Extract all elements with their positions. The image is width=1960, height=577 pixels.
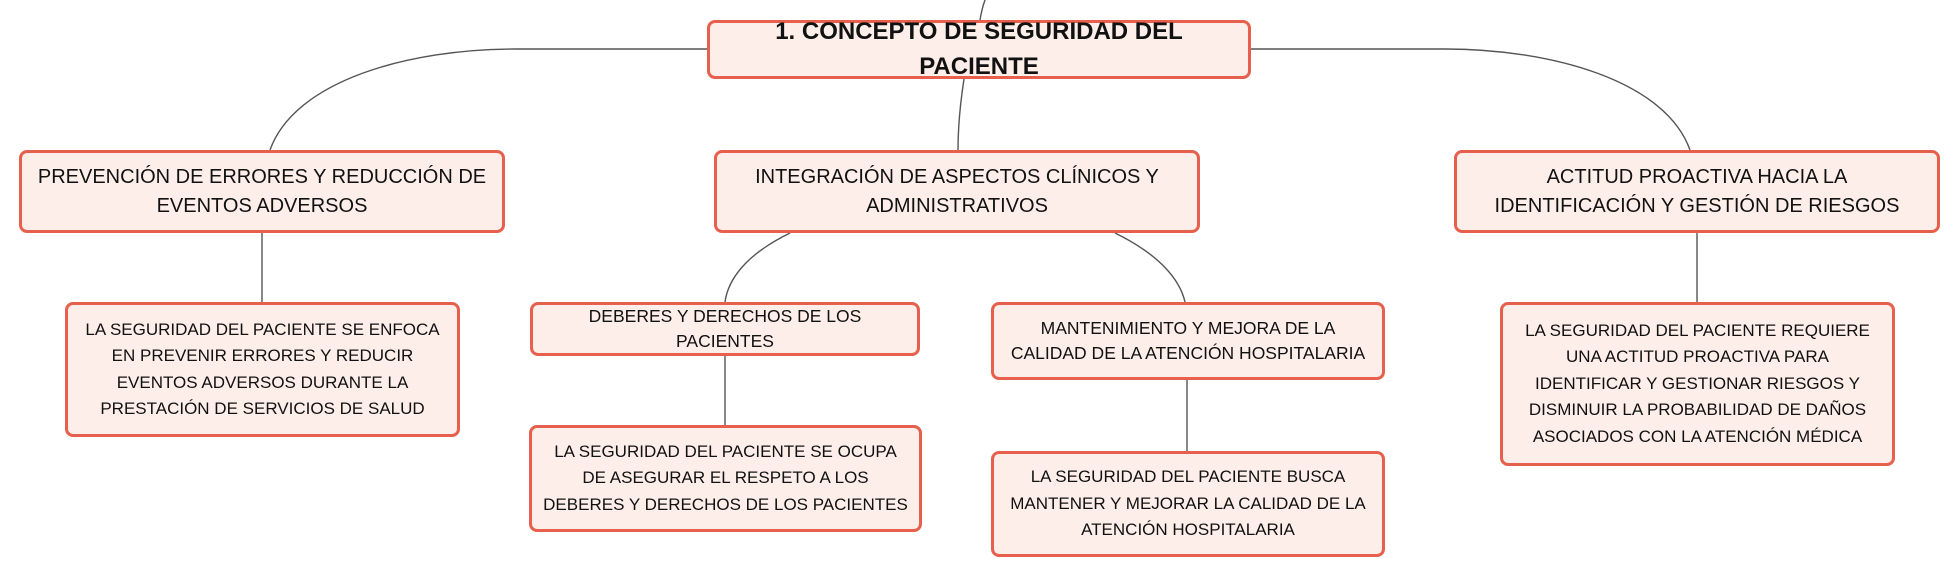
connector-root-branch-3 bbox=[1251, 49, 1690, 150]
branch-node-prevencion[interactable] bbox=[19, 150, 505, 233]
sub-node-label: MANTENIMIENTO Y MEJORA DE LA CALIDAD DE LA ATENCIÓN HOSPITALARIA bbox=[1010, 317, 1366, 363]
leaf-node-actitud[interactable] bbox=[1500, 302, 1895, 466]
branch-node-label: PREVENCIÓN DE ERRORES Y REDUCCIÓN DE EVENTOS ADVERSOS bbox=[37, 165, 487, 217]
connector-branch-2-sub-2 bbox=[1115, 233, 1185, 302]
sub-node-mantenimiento[interactable] bbox=[991, 302, 1385, 380]
detail-node-text: LA SEGURIDAD DEL PACIENTE BUSCA MANTENER Y MEJORAR LA CALIDAD DE LA ATENCIÓN HOSPITALARIA bbox=[1010, 467, 1366, 540]
branch-node-actitud[interactable] bbox=[1454, 150, 1940, 233]
detail-node-deberes[interactable] bbox=[529, 425, 922, 532]
detail-node-mantenimiento[interactable] bbox=[991, 451, 1385, 557]
root-node-label: 1. CONCEPTO DE SEGURIDAD DEL PACIENTE bbox=[775, 17, 1183, 80]
detail-node-text: LA SEGURIDAD DEL PACIENTE SE OCUPA DE ASEGURAR EL RESPETO A LOS DEBERES Y DERECHOS DE LOS PACIENTES bbox=[543, 441, 908, 514]
branch-node-integracion[interactable] bbox=[714, 150, 1200, 233]
connector-root-branch-1 bbox=[270, 49, 707, 150]
leaf-node-prevencion[interactable] bbox=[65, 302, 460, 437]
leaf-node-text: LA SEGURIDAD DEL PACIENTE SE ENFOCA EN PREVENIR ERRORES Y REDUCIR EVENTOS ADVERSOS DURANTE LA PRESTACIÓN DE SERVICIOS DE SALUD bbox=[85, 319, 440, 418]
leaf-node-text: LA SEGURIDAD DEL PACIENTE REQUIERE UNA ACTITUD PROACTIVA PARA IDENTIFICAR Y GESTIONAR RIESGOS Y DISMINUIR LA PROBABILIDAD DE DAÑOS ASOCIADOS CON LA ATENCIÓN MÉDICA bbox=[1525, 321, 1870, 446]
connector-root-branch-2 bbox=[958, 79, 964, 150]
sub-node-deberes[interactable] bbox=[530, 302, 920, 356]
connector-branch-2-sub-1 bbox=[725, 233, 790, 302]
branch-node-label: INTEGRACIÓN DE ASPECTOS CLÍNICOS Y ADMINISTRATIVOS bbox=[755, 165, 1159, 217]
sub-node-label: DEBERES Y DERECHOS DE LOS PACIENTES bbox=[588, 305, 862, 351]
branch-node-label: ACTITUD PROACTIVA HACIA LA IDENTIFICACIÓN Y GESTIÓN DE RIESGOS bbox=[1494, 165, 1900, 217]
root-node[interactable] bbox=[707, 17, 1251, 80]
